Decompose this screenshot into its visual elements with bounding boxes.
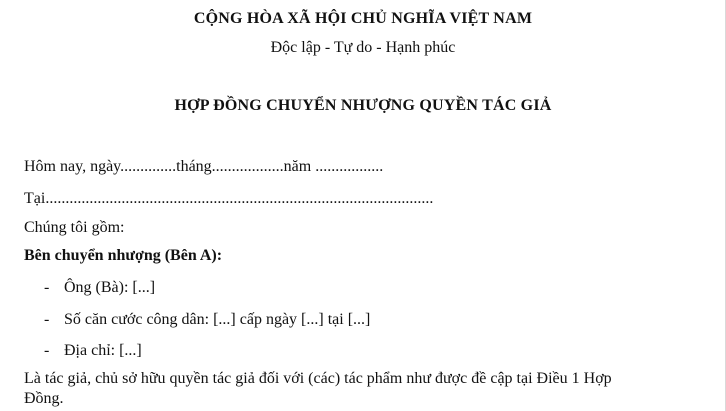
bullet-dash: - xyxy=(44,342,50,359)
contract-title: HỢP ĐỒNG CHUYỂN NHƯỢNG QUYỀN TÁC GIẢ xyxy=(174,97,552,114)
place-line: Tại................................................................................................. xyxy=(24,190,434,207)
party-a-heading: Bên chuyển nhượng (Bên A): xyxy=(24,247,223,264)
bullet-text: Địa chỉ: [...] xyxy=(64,342,142,359)
motto: Độc lập - Tự do - Hạnh phúc xyxy=(270,39,456,56)
bullet-text: Số căn cước công dân: [...] cấp ngày [...] tại [...] xyxy=(64,311,371,328)
bullet-dash: - xyxy=(44,311,50,328)
national-title: CỘNG HÒA XÃ HỘI CHỦ NGHĨA VIỆT NAM xyxy=(193,10,533,27)
bullet-text: Ông (Bà): [...] xyxy=(64,279,156,296)
bullet-item-name xyxy=(44,278,155,298)
date-line: Hôm nay, ngày..............tháng..................năm ................. xyxy=(24,158,384,175)
bullet-item-id-card xyxy=(44,310,370,330)
closing-paragraph-line-1: Là tác giả, chủ sở hữu quyền tác giả đối với (các) tác phẩm như được đề cập tại Điều 1 Hợp xyxy=(24,370,612,387)
closing-paragraph-line-2: Đồng. xyxy=(24,390,64,407)
parties-line: Chúng tôi gồm: xyxy=(24,219,125,236)
bullet-dash: - xyxy=(44,279,50,296)
bullet-item-address xyxy=(44,341,142,361)
